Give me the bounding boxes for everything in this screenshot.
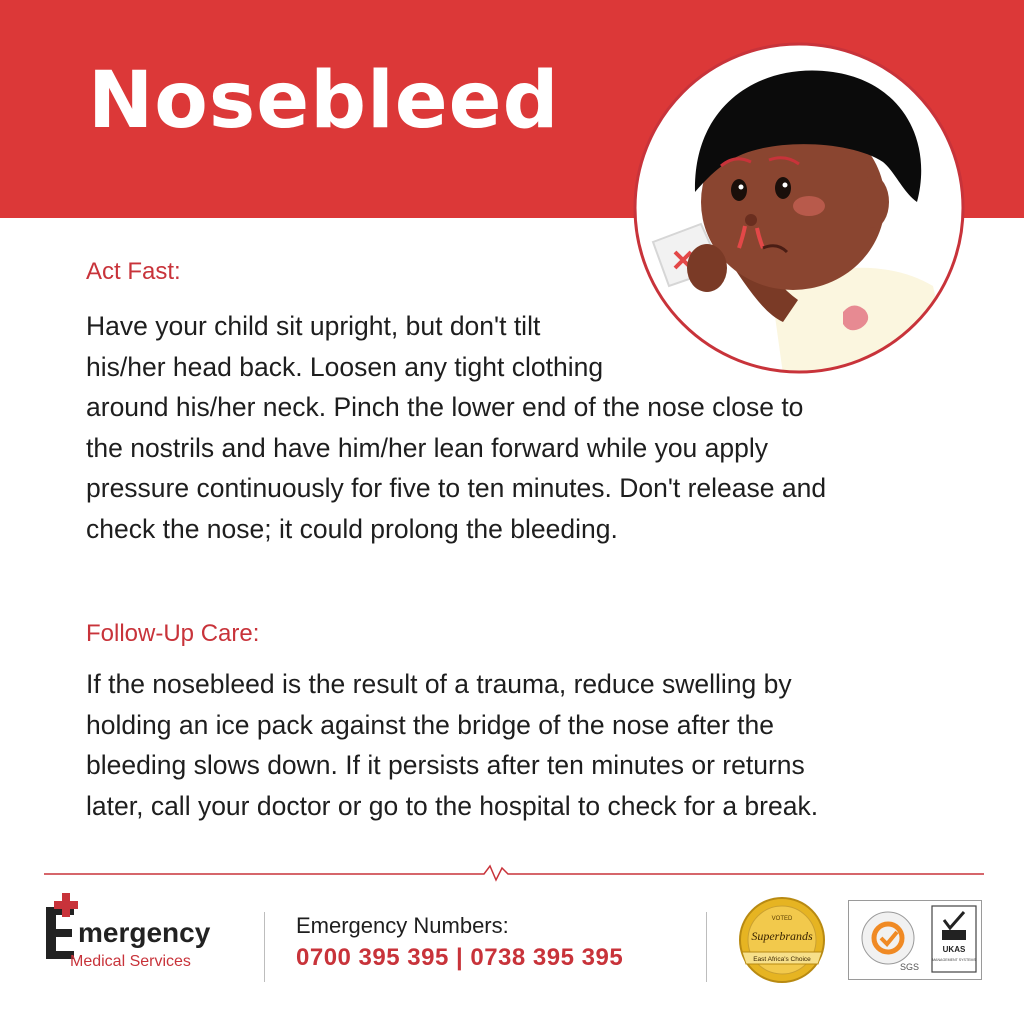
badge-ribbon: East Africa's Choice xyxy=(753,956,811,963)
act-fast-text xyxy=(86,306,826,549)
certification-logos xyxy=(848,900,982,980)
page-title: Nosebleed xyxy=(88,56,560,146)
ems-logo xyxy=(42,893,242,983)
logo-subtitle: Medical Services xyxy=(70,953,191,970)
text-line: around his/her neck. Pinch the lower end of the nose close to xyxy=(86,392,804,422)
text-line: check the nose; it could prolong the bleeding. xyxy=(86,513,618,544)
footer-divider xyxy=(706,912,707,982)
footer-divider xyxy=(264,912,265,982)
text-line: his/her head back. Loosen any tight clothing xyxy=(86,351,604,382)
follow-up-text xyxy=(86,664,818,826)
text-line: later, call your doctor or go to the hospital to check for a break. xyxy=(86,790,819,821)
heartbeat-divider xyxy=(44,858,984,888)
text-line: bleeding slows down. If it persists after ten minutes or returns xyxy=(86,750,805,780)
text-line: Have your child sit upright, but don't tilt xyxy=(86,311,541,341)
text-line: the nostrils and have him/her lean forward while you apply xyxy=(86,432,769,463)
superbrands-badge xyxy=(738,896,826,984)
ukas-sublabel: MANAGEMENT SYSTEMS xyxy=(932,958,976,962)
logo-wordmark: mergency xyxy=(78,917,211,948)
ukas-label: UKAS xyxy=(942,945,966,954)
emergency-numbers-label: Emergency Numbers: xyxy=(296,913,509,938)
sgs-label: SGS xyxy=(900,962,920,972)
badge-name: Superbrands xyxy=(751,929,813,943)
text-line: If the nosebleed is the result of a trauma, reduce swelling by xyxy=(86,669,792,699)
section-heading-follow-up: Follow-Up Care: xyxy=(86,620,260,647)
section-heading-act-fast: Act Fast: xyxy=(86,258,181,285)
text-line: holding an ice pack against the bridge of the nose after the xyxy=(86,709,775,740)
badge-voted: VOTED xyxy=(771,916,793,922)
text-line: pressure continuously for five to ten minutes. Don't release and xyxy=(86,473,827,503)
emergency-numbers: 0700 395 395 | 0738 395 395 xyxy=(296,944,624,971)
